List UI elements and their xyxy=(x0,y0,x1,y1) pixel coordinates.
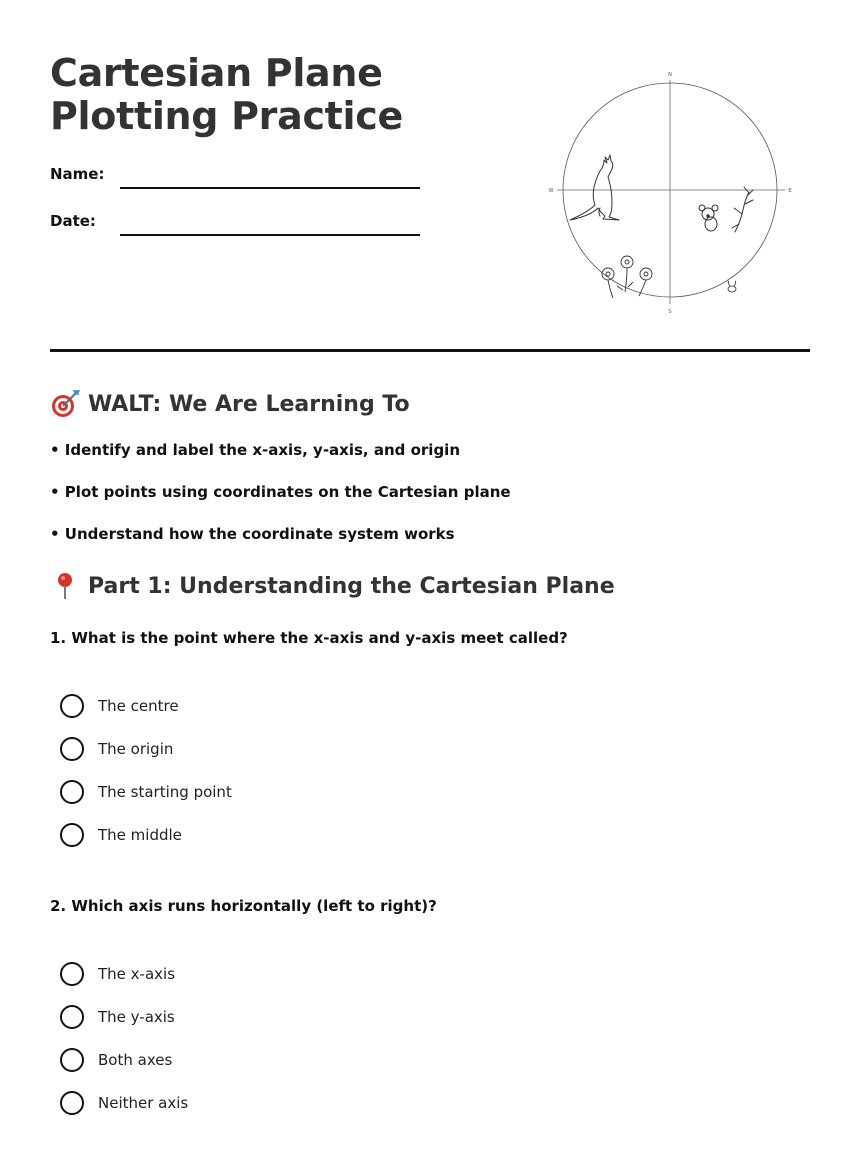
q1-option-starting-point[interactable] xyxy=(60,779,232,805)
q1-option-middle[interactable] xyxy=(60,822,182,848)
option-label: Neither axis xyxy=(98,1094,189,1112)
date-field[interactable] xyxy=(120,234,420,236)
radio-button[interactable] xyxy=(60,1005,84,1029)
compass-south-label: S xyxy=(668,309,672,315)
flowers-icon xyxy=(602,256,652,298)
option-label: The x-axis xyxy=(98,965,176,983)
option-label: The y-axis xyxy=(98,1008,175,1026)
q2-option-both-axes[interactable] xyxy=(60,1047,172,1073)
radio-button[interactable] xyxy=(60,962,84,986)
walt-heading-text: WALT: We Are Learning To xyxy=(88,391,410,417)
target-icon xyxy=(50,389,80,419)
q1-option-origin[interactable] xyxy=(60,736,173,762)
q1-option-centre[interactable] xyxy=(60,693,179,719)
bee-icon xyxy=(728,281,736,292)
compass-north-label: N xyxy=(668,72,672,78)
option-label: The origin xyxy=(98,740,174,758)
header-divider xyxy=(50,349,810,352)
option-label: The starting point xyxy=(98,783,232,801)
walt-item: • Identify and label the x-axis, y-axis, and origin xyxy=(50,441,461,459)
cartesian-illustration xyxy=(545,68,795,316)
radio-button[interactable] xyxy=(60,1091,84,1115)
radio-button[interactable] xyxy=(60,823,84,847)
compass-east-label: E xyxy=(788,188,792,194)
q2-option-y-axis[interactable] xyxy=(60,1004,175,1030)
radio-button[interactable] xyxy=(60,1048,84,1072)
radio-button[interactable] xyxy=(60,694,84,718)
walt-item: • Understand how the coordinate system works xyxy=(50,525,455,543)
walt-heading xyxy=(50,389,410,419)
option-label: Both axes xyxy=(98,1051,173,1069)
name-label: Name: xyxy=(50,165,105,183)
q2-option-neither-axis[interactable] xyxy=(60,1090,188,1116)
question-2-text: 2. Which axis runs horizontally (left to right)? xyxy=(50,897,437,915)
q2-option-x-axis[interactable] xyxy=(60,961,175,987)
date-label: Date: xyxy=(50,212,96,230)
option-label: The centre xyxy=(98,697,179,715)
option-label: The middle xyxy=(98,826,182,844)
compass-west-label: W xyxy=(548,188,554,194)
compass-plane-icon xyxy=(545,68,795,316)
koala-icon xyxy=(699,205,718,231)
worksheet-title: Cartesian Plane Plotting Practice xyxy=(50,51,403,138)
tree-icon xyxy=(732,187,753,232)
part1-heading xyxy=(50,571,615,601)
radio-button[interactable] xyxy=(60,737,84,761)
radio-button[interactable] xyxy=(60,780,84,804)
pushpin-icon xyxy=(50,571,80,601)
question-1-text: 1. What is the point where the x-axis and y-axis meet called? xyxy=(50,629,568,647)
kangaroo-icon xyxy=(570,155,619,220)
part1-heading-text: Part 1: Understanding the Cartesian Plane xyxy=(88,573,615,599)
name-field[interactable] xyxy=(120,187,420,189)
walt-item: • Plot points using coordinates on the Cartesian plane xyxy=(50,483,511,501)
